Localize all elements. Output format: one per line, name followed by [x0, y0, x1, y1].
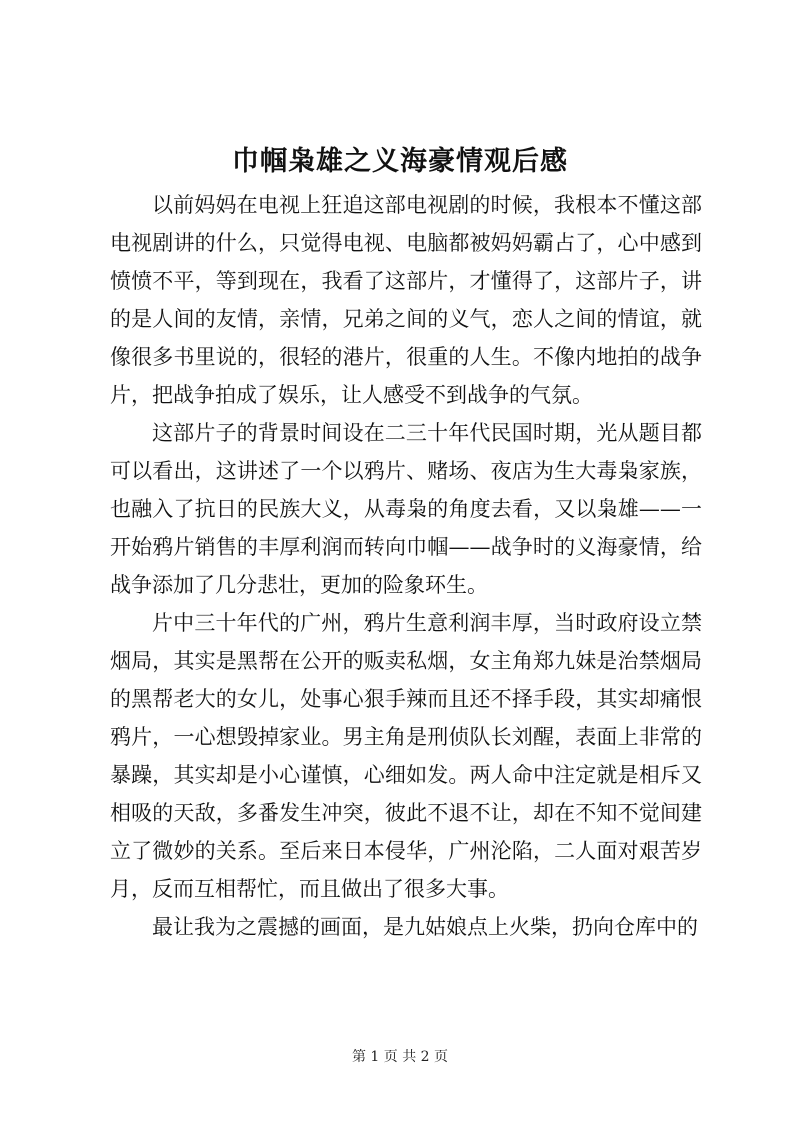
paragraph: 这部片子的背景时间设在二三十年代民国时期，光从题目都可以看出，这讲述了一个以鸦片、赌场、夜店为生大毒枭家族，也融入了抗日的民族大义，从毒枭的角度去看，又以枭雄——一开始鸦片销售的丰厚利润而转向巾帼——战争时的义海豪情，给战争添加了几分悲壮，更加的险象环生。: [110, 421, 702, 597]
document-body: [110, 186, 702, 946]
paragraph: 片中三十年代的广州，鸦片生意利润丰厚，当时政府设立禁烟局，其实是黑帮在公开的贩卖私烟，女主角郑九妹是治禁烟局的黑帮老大的女儿，处事心狠手辣而且还不择手段，其实却痛恨鸦片，一心想毁掉家业。男主角是刑侦队长刘醒，表面上非常的暴躁，其实却是小心谨慎，心细如发。两人命中注定就是相斥又相吸的天敌，多番发生冲突，彼此不退不让，却在不知不觉间建立了微妙的关系。至后来日本侵华，广州沦陷，二人面对艰苦岁月，反而互相帮忙，而且做出了很多大事。: [110, 611, 702, 901]
paragraph: 以前妈妈在电视上狂追这部电视剧的时候，我根本不懂这部电视剧讲的什么，只觉得电视、电脑都被妈妈霸占了，心中感到愤愤不平，等到现在，我看了这部片，才懂得了，这部片子，讲的是人间的友情，亲情，兄弟之间的义气，恋人之间的情谊，就像很多书里说的，很轻的港片，很重的人生。不像内地拍的战争片，把战争拍成了娱乐，让人感受不到战争的气氛。: [110, 193, 702, 407]
page-footer: 第 1 页 共 2 页: [351, 1049, 449, 1065]
document-title: 巾帼枭雄之义海豪情观后感: [232, 146, 568, 177]
paragraph: 最让我为之震撼的画面，是九姑娘点上火柴，扔向仓库中的: [152, 915, 698, 939]
